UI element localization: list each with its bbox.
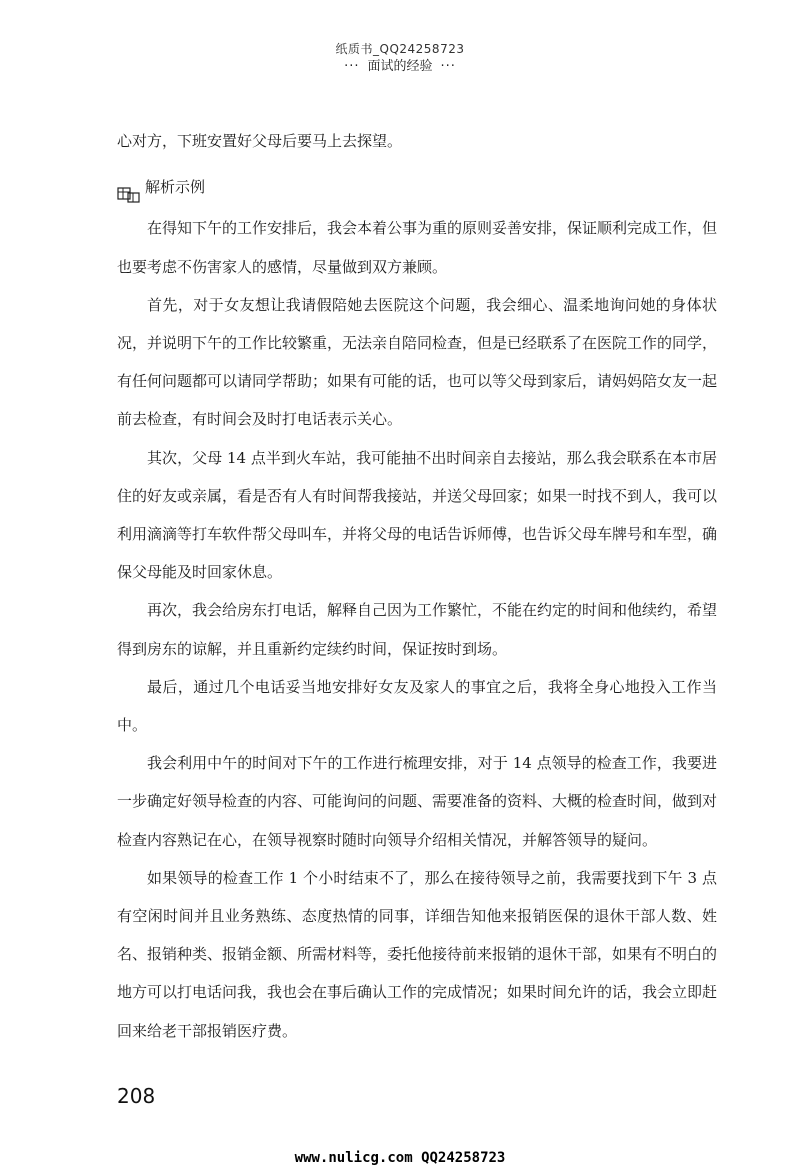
running-header	[0, 55, 800, 74]
lead-fragment: 心对方，下班安置好父母后要马上去探望。	[117, 132, 403, 150]
footer-url: www.nulicg.com QQ24258723	[294, 1150, 506, 1166]
header-dots-left: ···	[344, 59, 360, 74]
page-number: 208	[117, 1084, 156, 1108]
header-dots-right: ···	[440, 59, 456, 74]
section-title: 解析示例	[145, 178, 206, 197]
section-heading	[117, 168, 717, 206]
analysis-icon	[117, 179, 141, 195]
paragraph: 如果领导的检查工作 1 个小时结束不了，那么在接待领导之前，我需要找到下午 3 点有空闲时间并且业务熟练、态度热情的同事，详细告知他来报销医保的退休干部人数、姓名、报销种类、报销金额、所需材料等，委托他接待前来报销的退休干部，如果有不明白的地方可以打电话问我，我也会在事后确认工作的完成情况；如果时间允许的话，我会立即赶回来给老干部报销医疗费。	[117, 868, 718, 1040]
paragraph: 最后，通过几个电话妥当地安排好女友及家人的事宜之后，我将全身心地投入工作当中。	[117, 677, 717, 735]
main-content	[117, 122, 717, 1050]
paragraph: 在得知下午的工作安排后，我会本着公事为重的原则妥善安排，保证顺利完成工作，但也要考虑不伤害家人的感情，尽量做到双方兼顾。	[117, 219, 718, 276]
paragraph: 首先，对于女友想让我请假陪她去医院这个问题，我会细心、温柔地询问她的身体状况，并说明下午的工作比较繁重，无法亲自陪同检查，但是已经联系了在医院工作的同学，有任何问题都可以请同学帮助；如果有可能的话，也可以等父母到家后，请妈妈陪女友一起前去检查，有时间会及时打电话表示关心。	[117, 295, 718, 429]
header-title: 面试的经验	[367, 59, 433, 74]
paragraph: 其次，父母 14 点半到火车站，我可能抽不出时间亲自去接站，那么我会联系在本市居住的好友或亲属，看是否有人有时间帮我接站，并送父母回家；如果一时找不到人，我可以利用滴滴等打车软件帮父母叫车，并将父母的电话告诉师傅，也告诉父母车牌号和车型，确保父母能及时回家休息。	[117, 448, 718, 582]
paragraph: 我会利用中午的时间对下午的工作进行梳理安排，对于 14 点领导的检查工作，我要进一步确定好领导检查的内容、可能询问的问题、需要准备的资料、大概的检查时间，做到对检查内容熟记在心，在领导视察时随时向领导介绍相关情况，并解答领导的疑问。	[117, 754, 718, 849]
watermark-stamp: 纸质书_QQ24258723	[335, 42, 465, 56]
paragraph: 再次，我会给房东打电话，解释自己因为工作繁忙，不能在约定的时间和他续约，希望得到房东的谅解，并且重新约定续约时间，保证按时到场。	[117, 601, 718, 658]
